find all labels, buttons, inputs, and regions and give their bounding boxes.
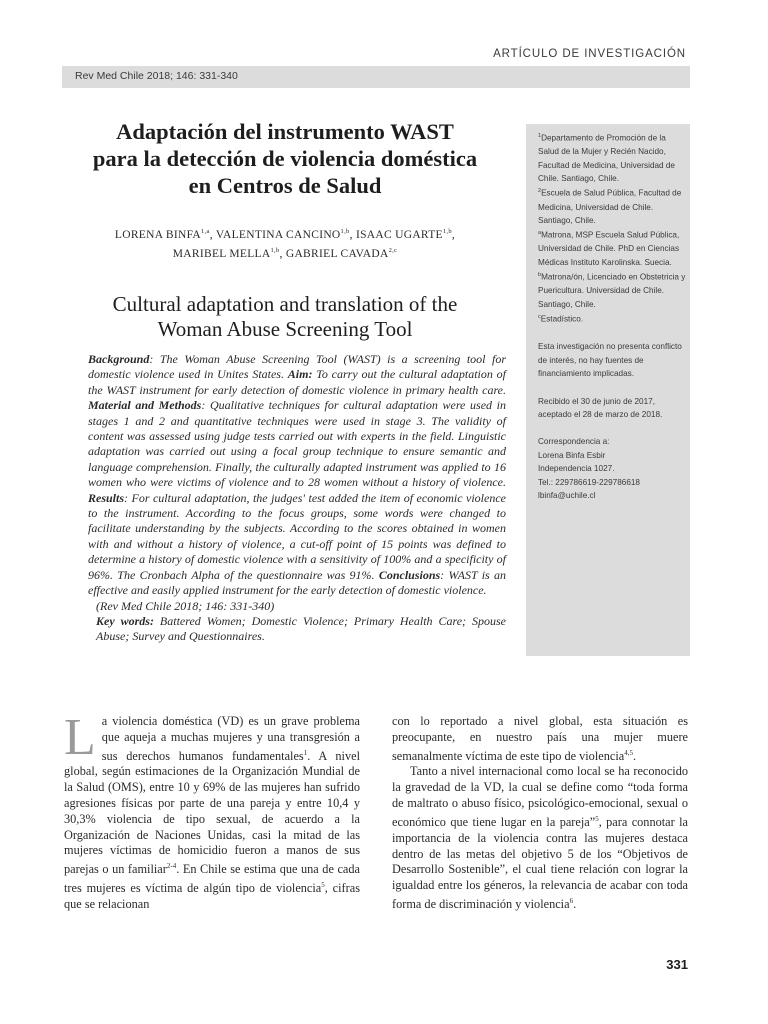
affiliation-item [538, 311, 686, 326]
affiliation-marker: 1 [538, 133, 542, 139]
correspondence-email[interactable]: lbinfa@uchile.cl [538, 491, 596, 501]
body-text: . A nivel global, según estimaciones de la Organización Mundial de la Salud (OMS), entre 10 y 69% de las mujeres han sufrido agresiones físicas por parte de una pareja y entre 10,4 y 30,3% violencia de tipo sexual, de acuerdo a la Organización de Naciones Unidas, casi la mitad de las mujeres víctimas de homicidio fueron a manos de sus parejas o un familiar [64, 748, 360, 877]
body-text: con lo reportado a nivel global, esta situación es preocupante, en nuestro país una mujer muere semanalmente víctima de este tipo de violencia [392, 714, 688, 763]
author-line-1: LORENA BINFA$^{1,a}$, VALENTINA CANCINO$^{1,b}$, ISAAC UGARTE$^{1,b}$, [114, 228, 456, 241]
spacer [538, 381, 686, 395]
abstract-conclusions-text: : WAST is an effective and easily applied instrument for the early detection of domestic violence. [88, 567, 506, 598]
abstract-results-label: Results [88, 490, 125, 505]
citation-marker: 5 [595, 814, 599, 823]
journal-reference: Rev Med Chile 2018; 146: 331-340 [75, 70, 238, 82]
keywords-label: Key words: [96, 613, 154, 628]
body-text: . [632, 748, 637, 763]
title-es-line-3: en Centros de Salud [188, 173, 382, 198]
author-name: VALENTINA CANCINO [215, 228, 341, 241]
body-text: , para connotar la importancia de la violencia contra las mujeres destaca dentro de las metas del objetivo 5 de los “Objetivos de Desarrollo Sostenible”, el cual tiene relación con lograr la igualdad entre los géneros, la relevancia de acabar con toda forma de discriminación y violencia [392, 814, 688, 912]
abstract-aim-text: To carry out the cultural adaptation of the WAST instrument for early detection of domestic violence in primary health care. [88, 367, 506, 397]
citation-marker: 6 [569, 896, 574, 905]
author-list [62, 224, 508, 262]
keywords [88, 614, 506, 645]
author-name: MARIBEL MELLA [172, 247, 271, 260]
affiliation-text: Escuela de Salud Pública, Facultad de Medicina, Universidad de Chile. Santiago, Chile. [538, 189, 682, 225]
body-text: , cifras que se relacionan [64, 881, 360, 912]
abstract-citation-text: (Rev Med Chile 2018; 146: 331-340) [96, 598, 275, 613]
abstract-citation [88, 599, 506, 614]
author-name: ISAAC UGARTE [355, 228, 443, 241]
affiliation-marker: c [538, 314, 541, 321]
citation-marker: 5 [321, 881, 325, 890]
title-es-line-2: para la detección de violencia doméstica [92, 146, 478, 171]
body-text: . [573, 897, 577, 912]
body-text: Tanto a nivel internacional como local se ha reconocido la gravedad de la VD, la cual se define como “toda forma de maltrato o abuso físico, psicológico-emocional, sexual o económico que tiene lugar en la pareja” [392, 764, 688, 829]
title-es-line-1: Adaptación del instrumento WAST [116, 119, 454, 144]
author-affiliation: 1,b [270, 246, 280, 254]
affiliation-text: Matrona/ón, Licenciado en Obstetricia y Puericultura. Universidad de Chile. Santiago, Chile. [538, 273, 686, 309]
body-text: . En Chile se estima que una de cada tres mujeres es víctima de algún tipo de violencia [64, 862, 360, 896]
conflict-statement: Esta investigación no presenta conflicto de interés, no hay fuentes de financiamiento implicadas. [538, 342, 682, 379]
body-column-left [64, 709, 360, 913]
affiliation-item [538, 130, 686, 185]
citation-marker: 2-4 [166, 862, 177, 871]
affiliation-text: Estadístico. [540, 314, 584, 324]
affiliation-marker: b [538, 272, 542, 279]
citation-marker: 1 [303, 748, 308, 757]
article-title-en [62, 292, 508, 342]
author-affiliation: 1,a [201, 228, 210, 235]
spacer [538, 326, 686, 340]
affiliation-item [538, 227, 686, 269]
spacer [538, 421, 686, 435]
abstract-methods-text: : Qualitative techniques for cultural adaptation were used in stages 1 and 2 and quantitative techniques were used in stage 3. The validity of content was assessed using judge tests carried out with experts in the field. Linguistic adaptation was carried out using a focal group technique to ensure semantic and language comprehension. Finally, the culturally adapted instrument was applied to 16 women who were victims of violence and to 28 women without a history of violence. [88, 398, 507, 490]
abstract-aim-label: Aim: [287, 367, 313, 382]
abstract [88, 352, 506, 645]
author-affiliation: 1,b [340, 228, 350, 235]
body-column-right [392, 714, 688, 913]
abstract-conclusions-label: Conclusions [378, 567, 441, 582]
abstract-background-label: Background [88, 352, 150, 366]
keywords-text: Battered Women; Domestic Violence; Primary Health Care; Spouse Abuse; Survey and Questionnaires. [96, 613, 507, 644]
affiliation-text: Departamento de Promoción de la Salud de la Mujer y Recién Nacido, Facultad de Medicina, Universidad de Chile. Santiago, Chile. [538, 133, 675, 183]
author-affiliation: 2,c [388, 246, 398, 254]
correspondence-name: Lorena Binfa Esbir [538, 450, 606, 460]
sidebar-content [538, 130, 686, 502]
correspondence-address: Independencia 1027. [538, 464, 615, 474]
title-en-line-2: Woman Abuse Screening Tool [157, 317, 413, 341]
abstract-methods-label: Material and Methods [88, 398, 202, 413]
body-paragraph [392, 764, 688, 912]
affiliation-marker: 2 [538, 188, 542, 195]
drop-cap: L [64, 709, 96, 766]
abstract-background-text: : The Woman Abuse Screening Tool (WAST) is a screening tool for domestic violence used in Unites States. [88, 352, 506, 382]
correspondence-label: Correspondencia a: [538, 437, 610, 447]
body-paragraph [64, 709, 360, 913]
citation-marker: 4,5 [624, 748, 633, 757]
author-name: GABRIEL CAVADA [285, 247, 389, 260]
received-date: Recibido el 30 de junio de 2017, aceptado el 28 de marzo de 2018. [538, 396, 663, 419]
correspondence-phone: Tel.: 229786619-229786618 [538, 477, 640, 487]
abstract-results-text: : For cultural adaptation, the judges' test added the item of economic violence to the instrument. According to the focus groups, some words were changed to facilitate understanding by the subjects. According to the scores obtained in women with and without a history of violence, a cut-off point of 15 points was defined to determine a history of domestic violence with a sensitivity of 100% and a specificity of 96%. The Cronbach Alpha of the questionnaire was 91%. [88, 490, 506, 582]
affiliation-text: Matrona, MSP Escuela Salud Pública, Universidad de Chile. PhD en Ciencias Médicas Instituto Karolinska. Suecia. [538, 231, 680, 267]
abstract-body [88, 352, 506, 599]
author-affiliation: 1,b [442, 228, 452, 235]
author-name: LORENA BINFA [114, 228, 202, 241]
page-number: 331 [666, 957, 688, 972]
title-en-line-1: Cultural adaptation and translation of the [112, 292, 458, 316]
affiliation-marker: a [538, 230, 542, 237]
body-text: a violencia doméstica (VD) es un grave problema que aqueja a muchas mujeres y una transgresión a sus derechos humanos fundamentales [101, 714, 360, 763]
affiliation-item [538, 269, 686, 311]
article-title-es [62, 118, 508, 199]
body-paragraph [392, 714, 688, 764]
affiliation-item [538, 185, 686, 227]
author-line-2: MARIBEL MELLA$^{1,b}$, GABRIEL CAVADA$^{2,c}$ [172, 246, 398, 260]
section-label: ARTÍCULO DE INVESTIGACIÓN [493, 48, 686, 60]
